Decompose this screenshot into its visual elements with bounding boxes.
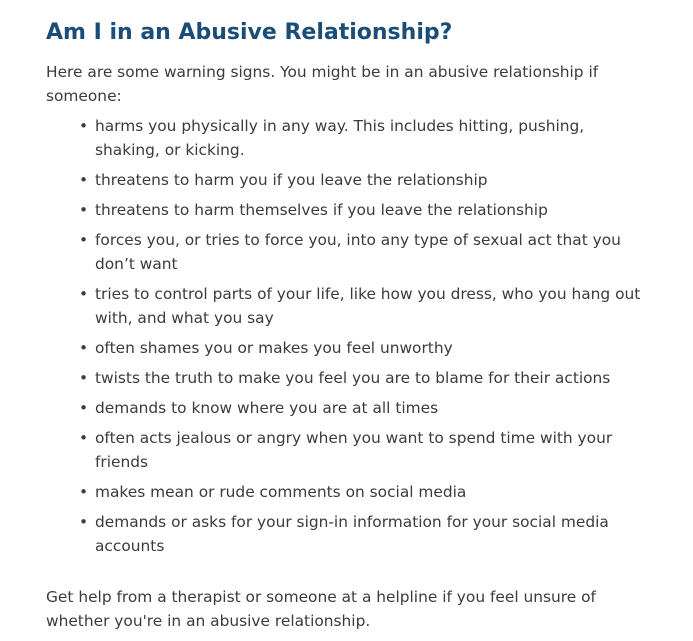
list-item-text: often acts jealous or angry when you want to spend time with your friends xyxy=(95,429,613,471)
list-item-text: often shames you or makes you feel unworthy xyxy=(95,339,453,357)
bullet-icon: • xyxy=(79,369,89,387)
list-item xyxy=(79,480,646,504)
bullet-icon: • xyxy=(79,201,89,219)
bullet-icon: • xyxy=(79,285,89,303)
list-item xyxy=(79,114,646,162)
article xyxy=(46,18,646,633)
warning-signs-list xyxy=(46,114,646,558)
list-item-text: demands or asks for your sign-in information for your social media accounts xyxy=(95,513,609,555)
list-item xyxy=(79,168,646,192)
list-item xyxy=(79,510,646,558)
page-title: Am I in an Abusive Relationship? xyxy=(46,20,453,45)
list-item-text: harms you physically in any way. This includes hitting, pushing, shaking, or kicking. xyxy=(95,117,585,159)
list-item xyxy=(79,336,646,360)
list-item-text: forces you, or tries to force you, into any type of sexual act that you don’t want xyxy=(95,231,621,273)
list-item-text: demands to know where you are at all times xyxy=(95,399,439,417)
list-item xyxy=(79,366,646,390)
bullet-icon: • xyxy=(79,483,89,501)
bullet-icon: • xyxy=(79,429,89,447)
list-item xyxy=(79,396,646,420)
list-item xyxy=(79,198,646,222)
bullet-icon: • xyxy=(79,339,89,357)
help-paragraph: Get help from a therapist or someone at a helpline if you feel unsure of whether you're in an abusive relationship. xyxy=(46,588,596,630)
bullet-icon: • xyxy=(79,231,89,249)
list-item-text: tries to control parts of your life, like how you dress, who you hang out with, and what you say xyxy=(95,285,641,327)
bullet-icon: • xyxy=(79,399,89,417)
list-item-text: twists the truth to make you feel you are to blame for their actions xyxy=(95,369,611,387)
list-item xyxy=(79,282,646,330)
intro-paragraph: Here are some warning signs. You might be in an abusive relationship if someone: xyxy=(46,63,599,105)
list-item xyxy=(79,228,646,276)
list-item-text: makes mean or rude comments on social media xyxy=(95,483,467,501)
bullet-icon: • xyxy=(79,117,89,135)
list-item xyxy=(79,426,646,474)
list-item-text: threatens to harm you if you leave the relationship xyxy=(95,171,488,189)
list-item-text: threatens to harm themselves if you leave the relationship xyxy=(95,201,548,219)
bullet-icon: • xyxy=(79,171,89,189)
bullet-icon: • xyxy=(79,513,89,531)
